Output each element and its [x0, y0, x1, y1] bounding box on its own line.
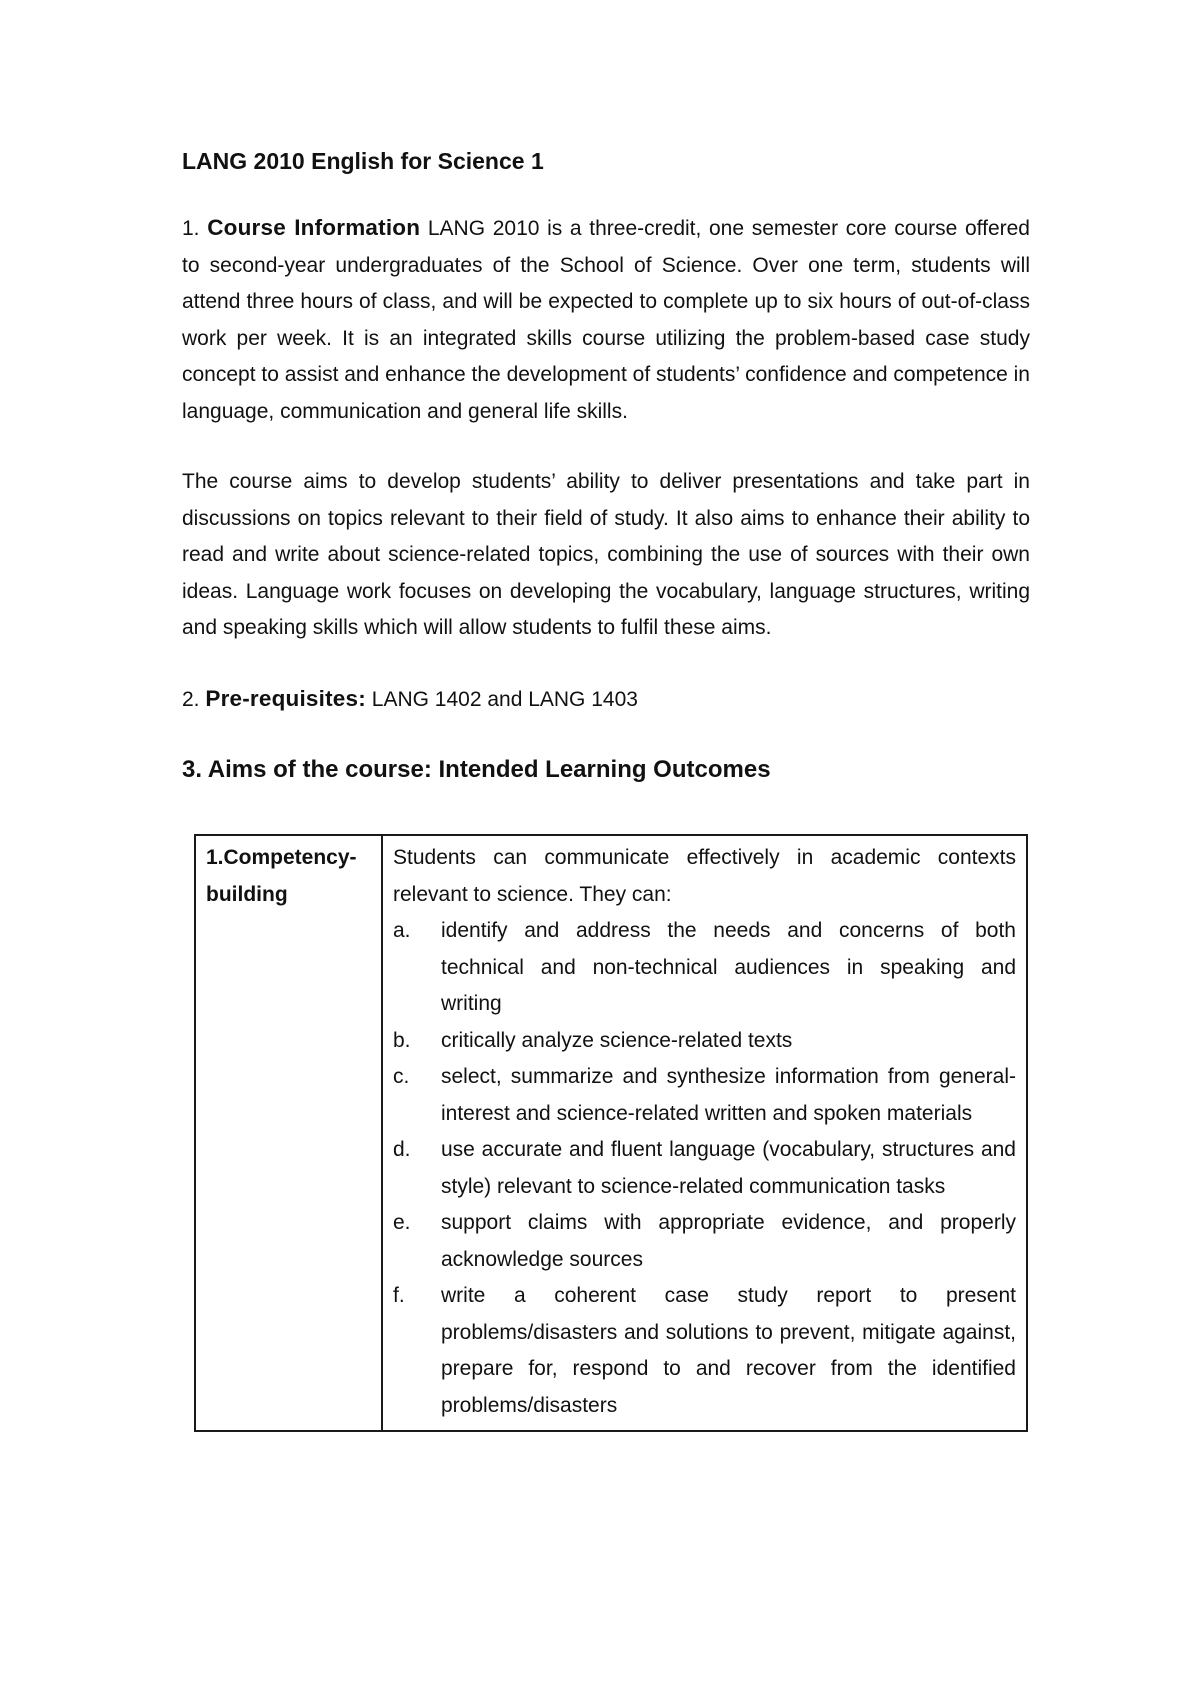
item-text: identify and address the needs and concerns of both technical and non-technical audiences in speaking and writing — [441, 919, 1016, 1015]
item-letter: f. — [393, 1284, 405, 1307]
prerequisites-text: LANG 1402 and LANG 1403 — [371, 687, 638, 711]
item-text: use accurate and fluent language (vocabulary, structures and style) relevant to science-related communication tasks — [441, 1138, 1016, 1198]
item-text: select, summarize and synthesize information from general-interest and science-related written and spoken materials — [441, 1065, 1016, 1125]
list-item — [393, 1205, 1016, 1278]
list-item — [393, 1278, 1016, 1424]
course-information-text: LANG 2010 is a three-credit, one semester core course offered to second-year undergraduates of the School of Science. Over one term, students will attend three hours of class, and will be expected to complete up to six hours of out-of-class work per week. It is an integrated skills course utilizing the problem-based case study concept to assist and enhance the development of students’ confidence and competence in language, communication and general life skills. — [182, 217, 1030, 423]
learning-outcomes-table — [194, 834, 1028, 1432]
section-label: Course Information — [207, 215, 421, 240]
list-item — [393, 1059, 1016, 1132]
item-letter: b. — [393, 1028, 411, 1052]
section-number: 2. — [182, 687, 200, 711]
learning-outcomes-heading: 3. Aims of the course: Intended Learning Outcomes — [182, 756, 771, 783]
item-text: critically analyze science-related texts — [441, 1028, 793, 1052]
table-row — [195, 835, 1027, 1431]
list-item — [393, 913, 1016, 1023]
description-cell — [382, 835, 1027, 1431]
outcomes-intro: Students can communicate effectively in academic contexts relevant to science. They can: — [393, 846, 1016, 906]
item-text: support claims with appropriate evidence, and properly acknowledge sources — [441, 1211, 1016, 1271]
item-letter: d. — [393, 1138, 411, 1161]
item-letter: c. — [393, 1065, 410, 1088]
outcome-list — [393, 913, 1016, 1424]
prerequisites-section — [182, 681, 1030, 719]
course-aims-paragraph: The course aims to develop students’ ability to deliver presentations and take part in discussions on topics relevant to their field of study. It also aims to enhance their ability to read and write about science-related topics, combining the use of sources with their own ideas. Language work focuses on developing the vocabulary, language structures, writing and speaking skills which will allow students to fulfil these aims. — [182, 470, 1030, 639]
document-title: LANG 2010 English for Science 1 — [182, 148, 544, 174]
list-item — [393, 1023, 1016, 1060]
section-number: 1. — [182, 217, 200, 240]
item-text: write a coherent case study report to present problems/disasters and solutions to prevent, mitigate against, prepare for, respond to and recover from the identified problems/disasters — [441, 1284, 1016, 1417]
course-information-section — [182, 210, 1030, 430]
item-letter: a. — [393, 919, 411, 942]
list-item — [393, 1132, 1016, 1205]
document-page — [182, 143, 1030, 790]
section-label: Pre-requisites: — [205, 685, 366, 711]
item-letter: e. — [393, 1211, 411, 1234]
category-cell: 1.Competency-building — [195, 835, 382, 1431]
